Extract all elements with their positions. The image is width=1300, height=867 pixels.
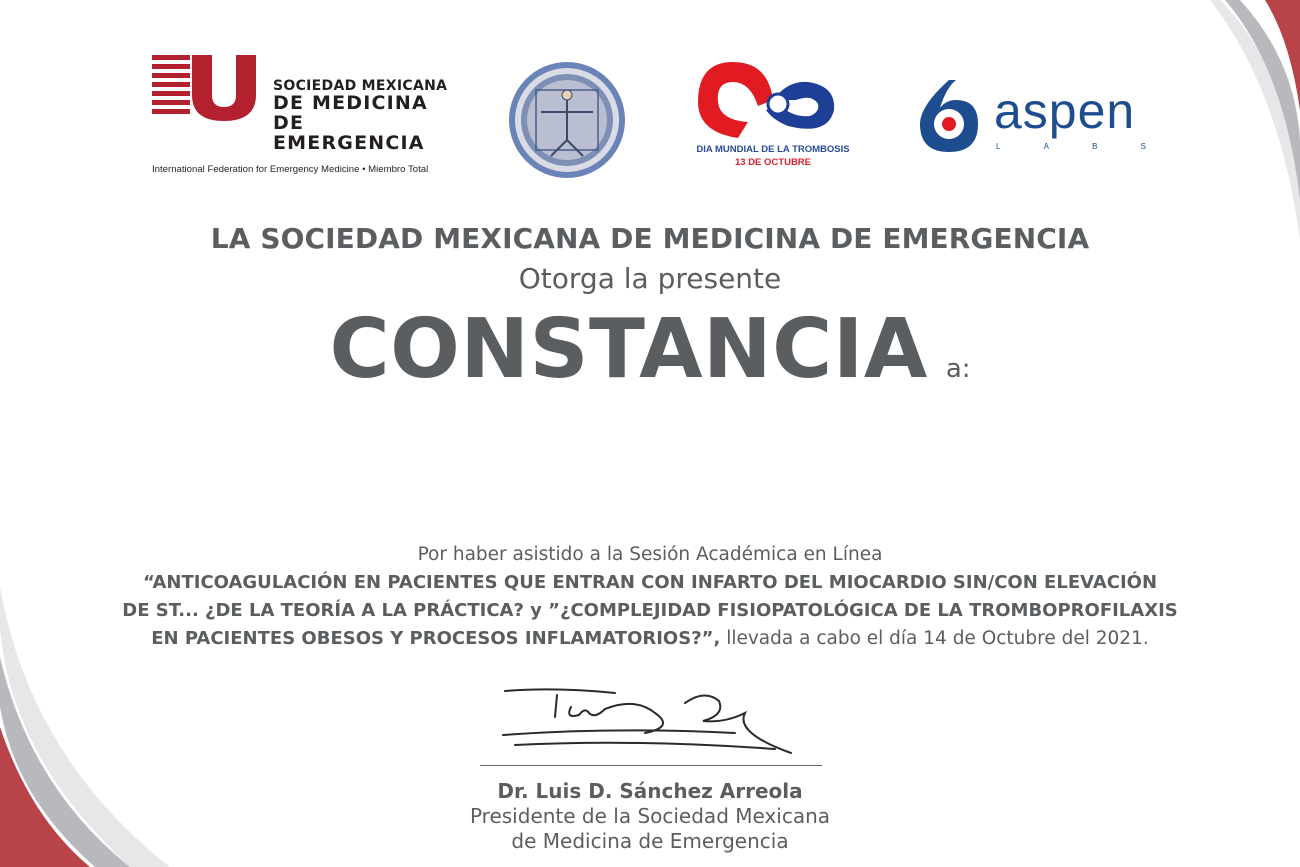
session-date: llevada a cabo el día 14 de Octubre del 2021.: [720, 628, 1149, 649]
certificate-title-row: [0, 302, 1300, 397]
session-title-line1: “ANTICOAGULACIÓN EN PACIENTES QUE ENTRAN CON INFARTO DEL MIOCARDIO SIN/CON ELEVACIÓN: [142, 572, 1158, 593]
certificate-title: CONSTANCIA: [329, 302, 928, 397]
session-title-line2: DE ST... ¿DE LA TEORÍA A LA PRÁCTICA? y ”¿COMPLEJIDAD FISIOPATOLÓGICA DE LA TROMBOPROFILAXIS: [122, 600, 1178, 621]
aspen-labs-letters: [996, 142, 1146, 151]
session-title-line3-row: [0, 625, 1300, 653]
smme-name: [273, 79, 463, 154]
trombosis-date: 13 DE OCTUBRE: [734, 157, 811, 168]
grants-subtitle: Otorga la presente: [518, 262, 782, 295]
trombosis-title: DIA MUNDIAL DE LA TROMBOSIS: [696, 144, 850, 155]
signer-name: Dr. Luis D. Sánchez Arreola: [497, 779, 803, 803]
trombosis-emblem: [678, 60, 868, 144]
labs-letter: B: [1092, 142, 1098, 151]
aspen-emblem: [916, 76, 982, 154]
certificate-body: [0, 541, 1300, 653]
signature: [495, 683, 805, 761]
vitruvian-seal-logo: [506, 60, 628, 180]
smme-u-emblem: [152, 55, 264, 121]
smme-name-line2: DE MEDICINA: [273, 91, 428, 114]
signature-line: [480, 765, 822, 766]
labs-letter: S: [1140, 142, 1146, 151]
smme-logo: [152, 55, 457, 180]
session-title-line3: EN PACIENTES OBESOS Y PROCESOS INFLAMATORIOS?”,: [151, 628, 721, 649]
smme-name-line1: SOCIEDAD MEXICANA: [273, 78, 448, 94]
federation-tagline: International Federation for Emergency Medicine • Miembro Total: [152, 164, 429, 175]
smme-name-line3: DE EMERGENCIA: [273, 111, 425, 154]
labs-letter: A: [1043, 142, 1049, 151]
labs-letter: L: [996, 142, 1001, 151]
organization-heading: LA SOCIEDAD MEXICANA DE MEDICINA DE EMERGENCIA: [210, 222, 1090, 255]
attendance-reason: Por haber asistido a la Sesión Académica en Línea: [417, 544, 883, 565]
recipient-prefix: a:: [945, 354, 971, 384]
signer-role-line2: de Medicina de Emergencia: [511, 829, 789, 853]
aspen-wordmark: aspen: [994, 83, 1136, 139]
aspen-labs-logo: [916, 76, 1156, 156]
dia-mundial-trombosis-logo: [678, 60, 868, 175]
signer-role-line1: Presidente de la Sociedad Mexicana: [469, 804, 831, 828]
